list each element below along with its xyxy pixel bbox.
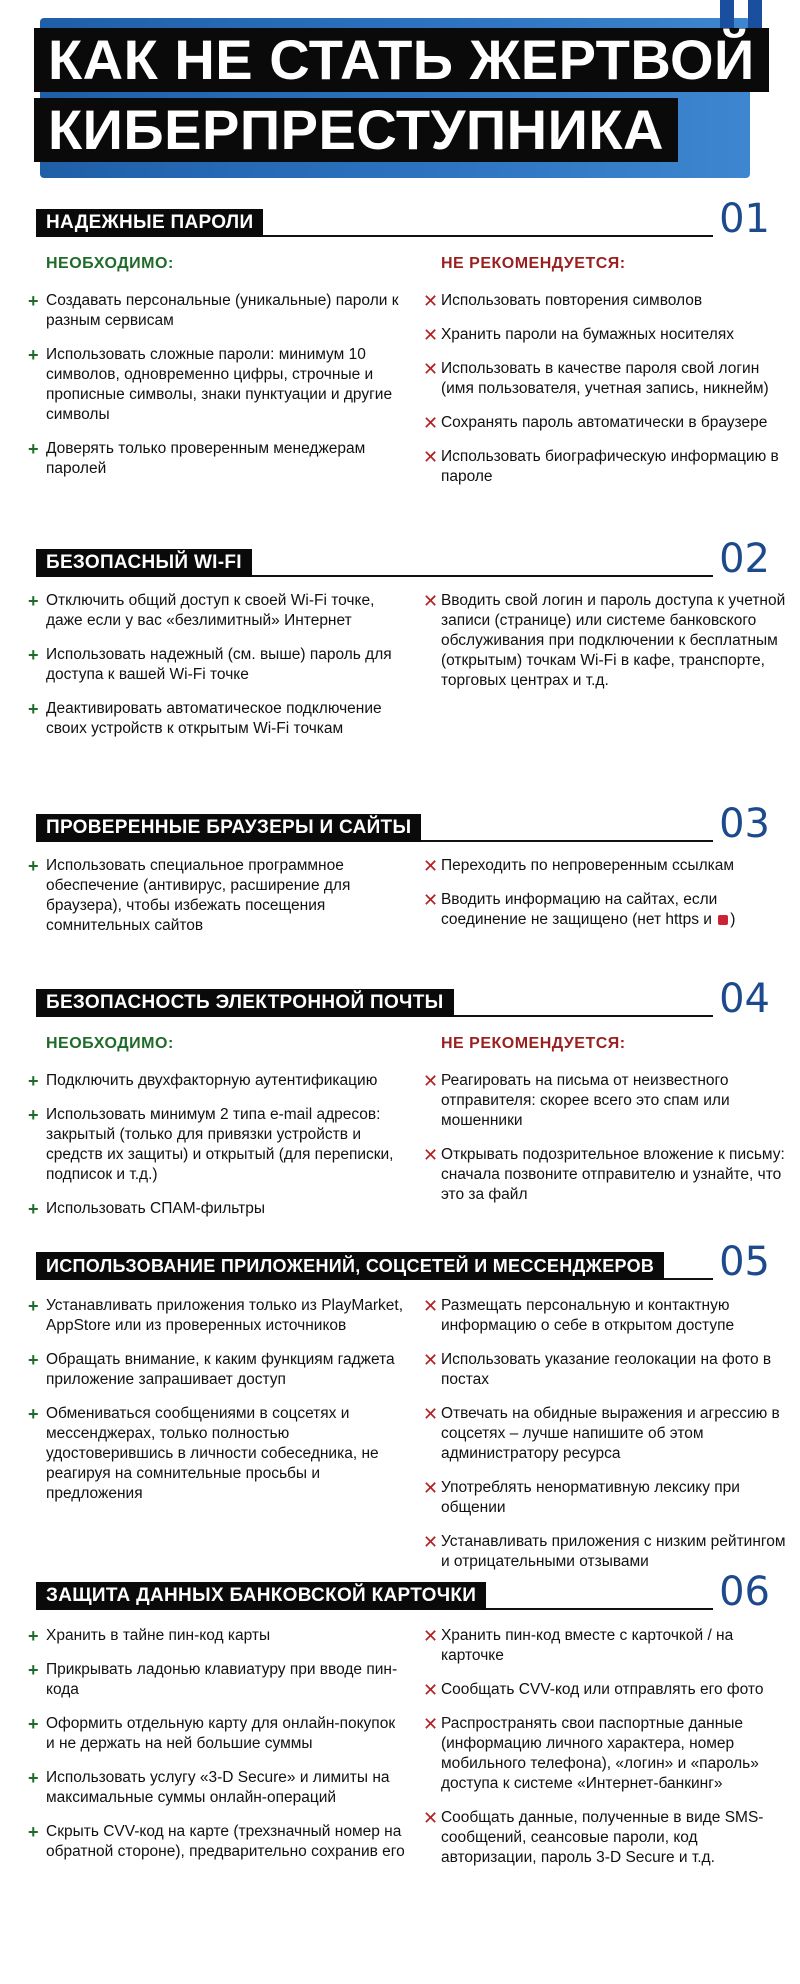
list-item: ✕ Использовать повторения символов — [422, 291, 703, 311]
plus-icon: + — [28, 856, 39, 876]
hero-header — [0, 0, 800, 180]
list-item: + Подключить двухфакторную аутентификацию — [28, 1071, 378, 1091]
list-item: ✕ Вводить информацию на сайтах, если соединение не защищено (нет https и ) — [422, 890, 736, 928]
section-title: ПРОВЕРЕННЫЕ БРАУЗЕРЫ И САЙТЫ — [36, 814, 421, 842]
cross-icon: ✕ — [422, 1714, 439, 1734]
section-number: 04 — [713, 979, 770, 1019]
plus-icon: + — [28, 1105, 39, 1125]
list-item: + Использовать услугу «3-D Secure» и лимиты на максимальные суммы онлайн-операций — [28, 1768, 390, 1806]
list-item: + Использовать сложные пароли: минимум 10 символов, одновременно цифры, строчные и прописные символы, знаки пунктуации и другие символы — [28, 345, 393, 423]
list-item: ✕ Хранить пароли на бумажных носителях — [422, 325, 734, 345]
cross-icon: ✕ — [422, 1145, 439, 1165]
section-header — [0, 1239, 800, 1285]
list-item: ✕ Открывать подозрительное вложение к письму: сначала позвоните отправителю и узнайте, что это за файл — [422, 1145, 785, 1203]
section-title: БЕЗОПАСНОСТЬ ЭЛЕКТРОННОЙ ПОЧТЫ — [36, 989, 454, 1017]
section-header — [0, 976, 800, 1022]
cross-icon: ✕ — [422, 447, 439, 467]
plus-icon: + — [28, 1768, 39, 1788]
section-number: 02 — [713, 539, 770, 579]
cross-icon: ✕ — [422, 1404, 439, 1424]
list-item: + Скрыть CVV-код на карте (трехзначный номер на обратной стороне), предварительно сохранив его — [28, 1822, 405, 1860]
cross-icon: ✕ — [422, 1808, 439, 1828]
list-item: + Хранить в тайне пин-код карты — [28, 1626, 271, 1646]
list-item: ✕ Отвечать на обидные выражения и агрессию в соцсетях – лучше напишите об этом администратору ресурса — [422, 1404, 780, 1462]
list-item: ✕ Переходить по непроверенным ссылкам — [422, 856, 735, 876]
list-item: ✕ Сообщать данные, полученные в виде SMS-сообщений, сеансовые пароли, код авторизации, пароль 3-D Secure и т.д. — [422, 1808, 764, 1866]
plus-icon: + — [28, 1071, 39, 1091]
section-title: ИСПОЛЬЗОВАНИЕ ПРИЛОЖЕНИЙ, СОЦСЕТЕЙ И МЕССЕНДЖЕРОВ — [36, 1252, 664, 1280]
cross-icon: ✕ — [422, 1478, 439, 1498]
list-item: + Создавать персональные (уникальные) пароли к разным сервисам — [28, 291, 399, 329]
section-number: 01 — [713, 199, 770, 239]
list-item: ✕ Хранить пин-код вместе с карточкой / на карточке — [422, 1626, 734, 1664]
list-item: + Оформить отдельную карту для онлайн-покупок и не держать на ней большие суммы — [28, 1714, 396, 1752]
section-header — [0, 1569, 800, 1615]
plus-icon: + — [28, 1626, 39, 1646]
plus-icon: + — [28, 1714, 39, 1734]
cross-icon: ✕ — [422, 359, 439, 379]
cross-icon: ✕ — [422, 1626, 439, 1646]
cross-icon: ✕ — [422, 1350, 439, 1370]
not-recommended-label: НЕ РЕКОМЕНДУЕТСЯ: — [440, 1035, 626, 1052]
section-header — [0, 196, 800, 242]
plus-icon: + — [28, 1199, 39, 1219]
section-bank-card — [0, 1569, 800, 1882]
list-item: ✕ Распространять свои паспортные данные (информацию личного характера, номер мобильного телефона), «логин» и «пароль» доступа к системе «Интернет-банкинг» — [422, 1714, 759, 1792]
section-number: 06 — [713, 1572, 770, 1612]
list-item: + Отключить общий доступ к своей Wi-Fi точке, даже если у вас «безлимитный» Интернет — [28, 591, 375, 629]
cross-icon: ✕ — [422, 1532, 439, 1552]
cross-icon: ✕ — [422, 1680, 439, 1700]
page-title-line-1: КАК НЕ СТАТЬ ЖЕРТВОЙ — [34, 28, 769, 92]
list-item: + Обмениваться сообщениями в соцсетях и мессенджерах, только полностью удостоверившись в личности собеседника, не реагируя на сомнительные просьбы и предложения — [28, 1404, 379, 1502]
list-item: + Использовать минимум 2 типа e-mail адресов: закрытый (только для привязки устройств и средств их защиты) и открытый (для переписки, подписок и т.д.) — [28, 1105, 394, 1183]
section-header — [0, 536, 800, 582]
list-item: ✕ Устанавливать приложения с низким рейтингом и отрицательными отзывами — [422, 1532, 786, 1570]
required-label: НЕОБХОДИМО: — [46, 1035, 174, 1052]
section-strong-passwords — [0, 196, 800, 501]
plus-icon: + — [28, 645, 39, 665]
plus-icon: + — [28, 1404, 39, 1424]
list-item: + Обращать внимание, к каким функциям гаджета приложение запрашивает доступ — [28, 1350, 395, 1388]
cross-icon: ✕ — [422, 291, 439, 311]
section-number: 05 — [713, 1242, 770, 1282]
cross-icon: ✕ — [422, 856, 439, 876]
section-apps-social — [0, 1239, 800, 1586]
section-header — [0, 801, 800, 847]
list-item: + Доверять только проверенным менеджерам паролей — [28, 439, 366, 477]
lock-icon — [718, 915, 728, 925]
cross-icon: ✕ — [422, 1071, 439, 1091]
list-item: + Устанавливать приложения только из PlayMarket, AppStore или из проверенных источников — [28, 1296, 404, 1334]
section-email-security — [0, 976, 800, 1233]
list-item: ✕ Сохранять пароль автоматически в браузере — [422, 413, 768, 433]
list-item: ✕ Использовать в качестве пароля свой логин (имя пользователя, учетная запись, никнейм) — [422, 359, 769, 397]
list-item: + Прикрывать ладонью клавиатуру при вводе пин-кода — [28, 1660, 398, 1698]
section-number: 03 — [713, 804, 770, 844]
list-item: + Использовать СПАМ-фильтры — [28, 1199, 265, 1219]
plus-icon: + — [28, 439, 39, 459]
list-item: + Использовать специальное программное обеспечение (антивирус, расширение для браузера), чтобы избежать посещения сомнительных сайтов — [28, 856, 351, 934]
cross-icon: ✕ — [422, 1296, 439, 1316]
plus-icon: + — [28, 291, 39, 311]
cross-icon: ✕ — [422, 591, 439, 611]
list-item: ✕ Сообщать CVV-код или отправлять его фото — [422, 1680, 764, 1700]
list-item: ✕ Употреблять ненормативную лексику при общении — [422, 1478, 740, 1516]
plus-icon: + — [28, 1660, 39, 1680]
plus-icon: + — [28, 699, 39, 719]
section-title: БЕЗОПАСНЫЙ WI-FI — [36, 549, 252, 577]
list-item: ✕ Использовать биографическую информацию в пароле — [422, 447, 779, 485]
list-item: + Использовать надежный (см. выше) пароль для доступа к вашей Wi-Fi точке — [28, 645, 392, 683]
plus-icon: + — [28, 345, 39, 365]
plus-icon: + — [28, 1350, 39, 1370]
section-safe-wifi — [0, 536, 800, 753]
cross-icon: ✕ — [422, 890, 439, 910]
cross-icon: ✕ — [422, 325, 439, 345]
not-recommended-label: НЕ РЕКОМЕНДУЕТСЯ: — [440, 255, 626, 272]
list-item: ✕ Реагировать на письма от неизвестного отправителя: скорее всего это спам или мошенники — [422, 1071, 730, 1129]
plus-icon: + — [28, 1296, 39, 1316]
cross-icon: ✕ — [422, 413, 439, 433]
page-title-line-2: КИБЕРПРЕСТУПНИКА — [34, 98, 678, 162]
section-title: НАДЕЖНЫЕ ПАРОЛИ — [36, 209, 263, 237]
required-label: НЕОБХОДИМО: — [46, 255, 174, 272]
list-item: ✕ Размещать персональную и контактную информацию о себе в открытом доступе — [422, 1296, 735, 1334]
list-item: ✕ Вводить свой логин и пароль доступа к учетной записи (странице) или системе банковского обслуживания при подключении к бесплатным (открытым) точкам Wi-Fi в кафе, транспорте, торговых центрах и т.д. — [422, 591, 786, 689]
section-verified-browsers — [0, 801, 800, 950]
plus-icon: + — [28, 1822, 39, 1842]
section-title: ЗАЩИТА ДАННЫХ БАНКОВСКОЙ КАРТОЧКИ — [36, 1582, 486, 1610]
list-item: ✕ Использовать указание геолокации на фото в постах — [422, 1350, 772, 1388]
list-item: + Деактивировать автоматическое подключение своих устройств к открытым Wi-Fi точкам — [28, 699, 382, 737]
plus-icon: + — [28, 591, 39, 611]
